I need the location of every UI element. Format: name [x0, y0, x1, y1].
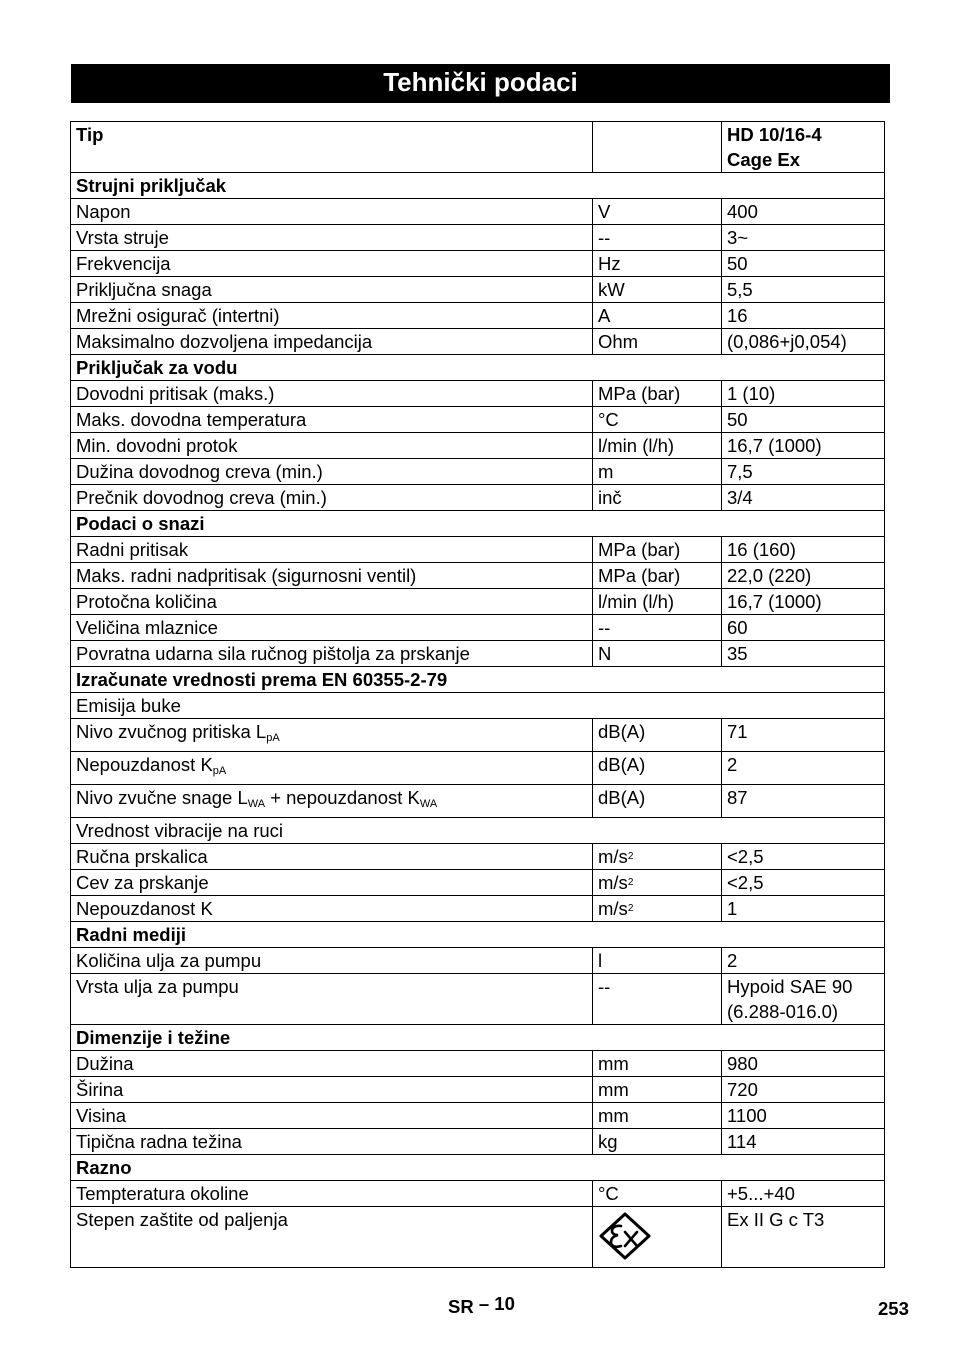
table-row: Vrsta struje -- 3~	[71, 225, 885, 251]
table-row: Nivo zvučne snage $L_{WA}$ + nepouzdanost $K_{WA}$ dB(A) 87	[71, 785, 885, 818]
section-header-water: Priključak za vodu	[71, 355, 885, 381]
table-row: Dužina mm 980	[71, 1051, 885, 1077]
table-row: Protočna količina l/min (l/h) 16,7 (1000)	[71, 589, 885, 615]
footer-page-number: 253	[878, 1298, 909, 1319]
table-row: Cev za prskanje $m/s^2$ <2,5	[71, 870, 885, 896]
section-header-misc: Razno	[71, 1155, 885, 1181]
subsection-vibration: Vrednost vibracije na ruci	[71, 818, 885, 844]
table-row: Dužina dovodnog creva (min.) m 7,5	[71, 459, 885, 485]
section-header-media: Radni mediji	[71, 922, 885, 948]
table-row: Prečnik dovodnog creva (min.) inč 3/4	[71, 485, 885, 511]
ex-explosion-protection-icon	[598, 1211, 652, 1261]
table-row: Nepouzdanost $K_{pA}$ dB(A) 2	[71, 752, 885, 785]
footer-language-page: SR – 10	[448, 1293, 515, 1317]
table-row: Maksimalno dozvoljena impedancija Ohm (0,086+j0,054)	[71, 329, 885, 355]
table-row: Maks. radni nadpritisak (sigurnosni ventil) MPa (bar) 22,0 (220)	[71, 563, 885, 589]
section-header-performance: Podaci o snazi	[71, 511, 885, 537]
table-row: Frekvencija Hz 50	[71, 251, 885, 277]
section-header-dimensions: Dimenzije i težine	[71, 1025, 885, 1051]
table-row: Ručna prskalica $m/s^2$ <2,5	[71, 844, 885, 870]
page-title: Tehnički podaci	[71, 64, 890, 103]
table-row: Visina mm 1100	[71, 1103, 885, 1129]
table-row: Veličina mlaznice -- 60	[71, 615, 885, 641]
table-row: Povratna udarna sila ručnog pištolja za prskanje N 35	[71, 641, 885, 667]
table-row: Nivo zvučnog pritiska $L_{pA}$ dB(A) 71	[71, 719, 885, 752]
table-row: Tempteratura okoline °C +5...+40	[71, 1181, 885, 1207]
table-row	[71, 122, 885, 173]
header-type-label: Tip	[71, 122, 593, 173]
table-row: Maks. dovodna temperatura °C 50	[71, 407, 885, 433]
table-row: Priključna snaga kW 5,5	[71, 277, 885, 303]
table-row: Količina ulja za pumpu l 2	[71, 948, 885, 974]
table-row: Širina mm 720	[71, 1077, 885, 1103]
technical-data-table	[70, 121, 885, 1268]
section-header-power: Strujni priključak	[71, 173, 885, 199]
section-header-calculated: Izračunate vrednosti prema EN 60355-2-79	[71, 667, 885, 693]
table-row: Dovodni pritisak (maks.) MPa (bar) 1 (10)	[71, 381, 885, 407]
table-row: Nepouzdanost K $m/s^2$ 1	[71, 896, 885, 922]
table-row: Stepen zaštite od paljenja Ex II G c T3	[71, 1207, 885, 1268]
table-row: Tipična radna težina kg 114	[71, 1129, 885, 1155]
subsection-noise: Emisija buke	[71, 693, 885, 719]
table-row: Radni pritisak MPa (bar) 16 (160)	[71, 537, 885, 563]
table-row: Min. dovodni protok l/min (l/h) 16,7 (1000)	[71, 433, 885, 459]
header-model: HD 10/16-4 Cage Ex	[722, 122, 885, 173]
table-row: Napon V 400	[71, 199, 885, 225]
table-row: Mrežni osigurač (intertni) A 16	[71, 303, 885, 329]
table-row: Vrsta ulja za pumpu -- Hypoid SAE 90 (6.288-016.0)	[71, 974, 885, 1025]
